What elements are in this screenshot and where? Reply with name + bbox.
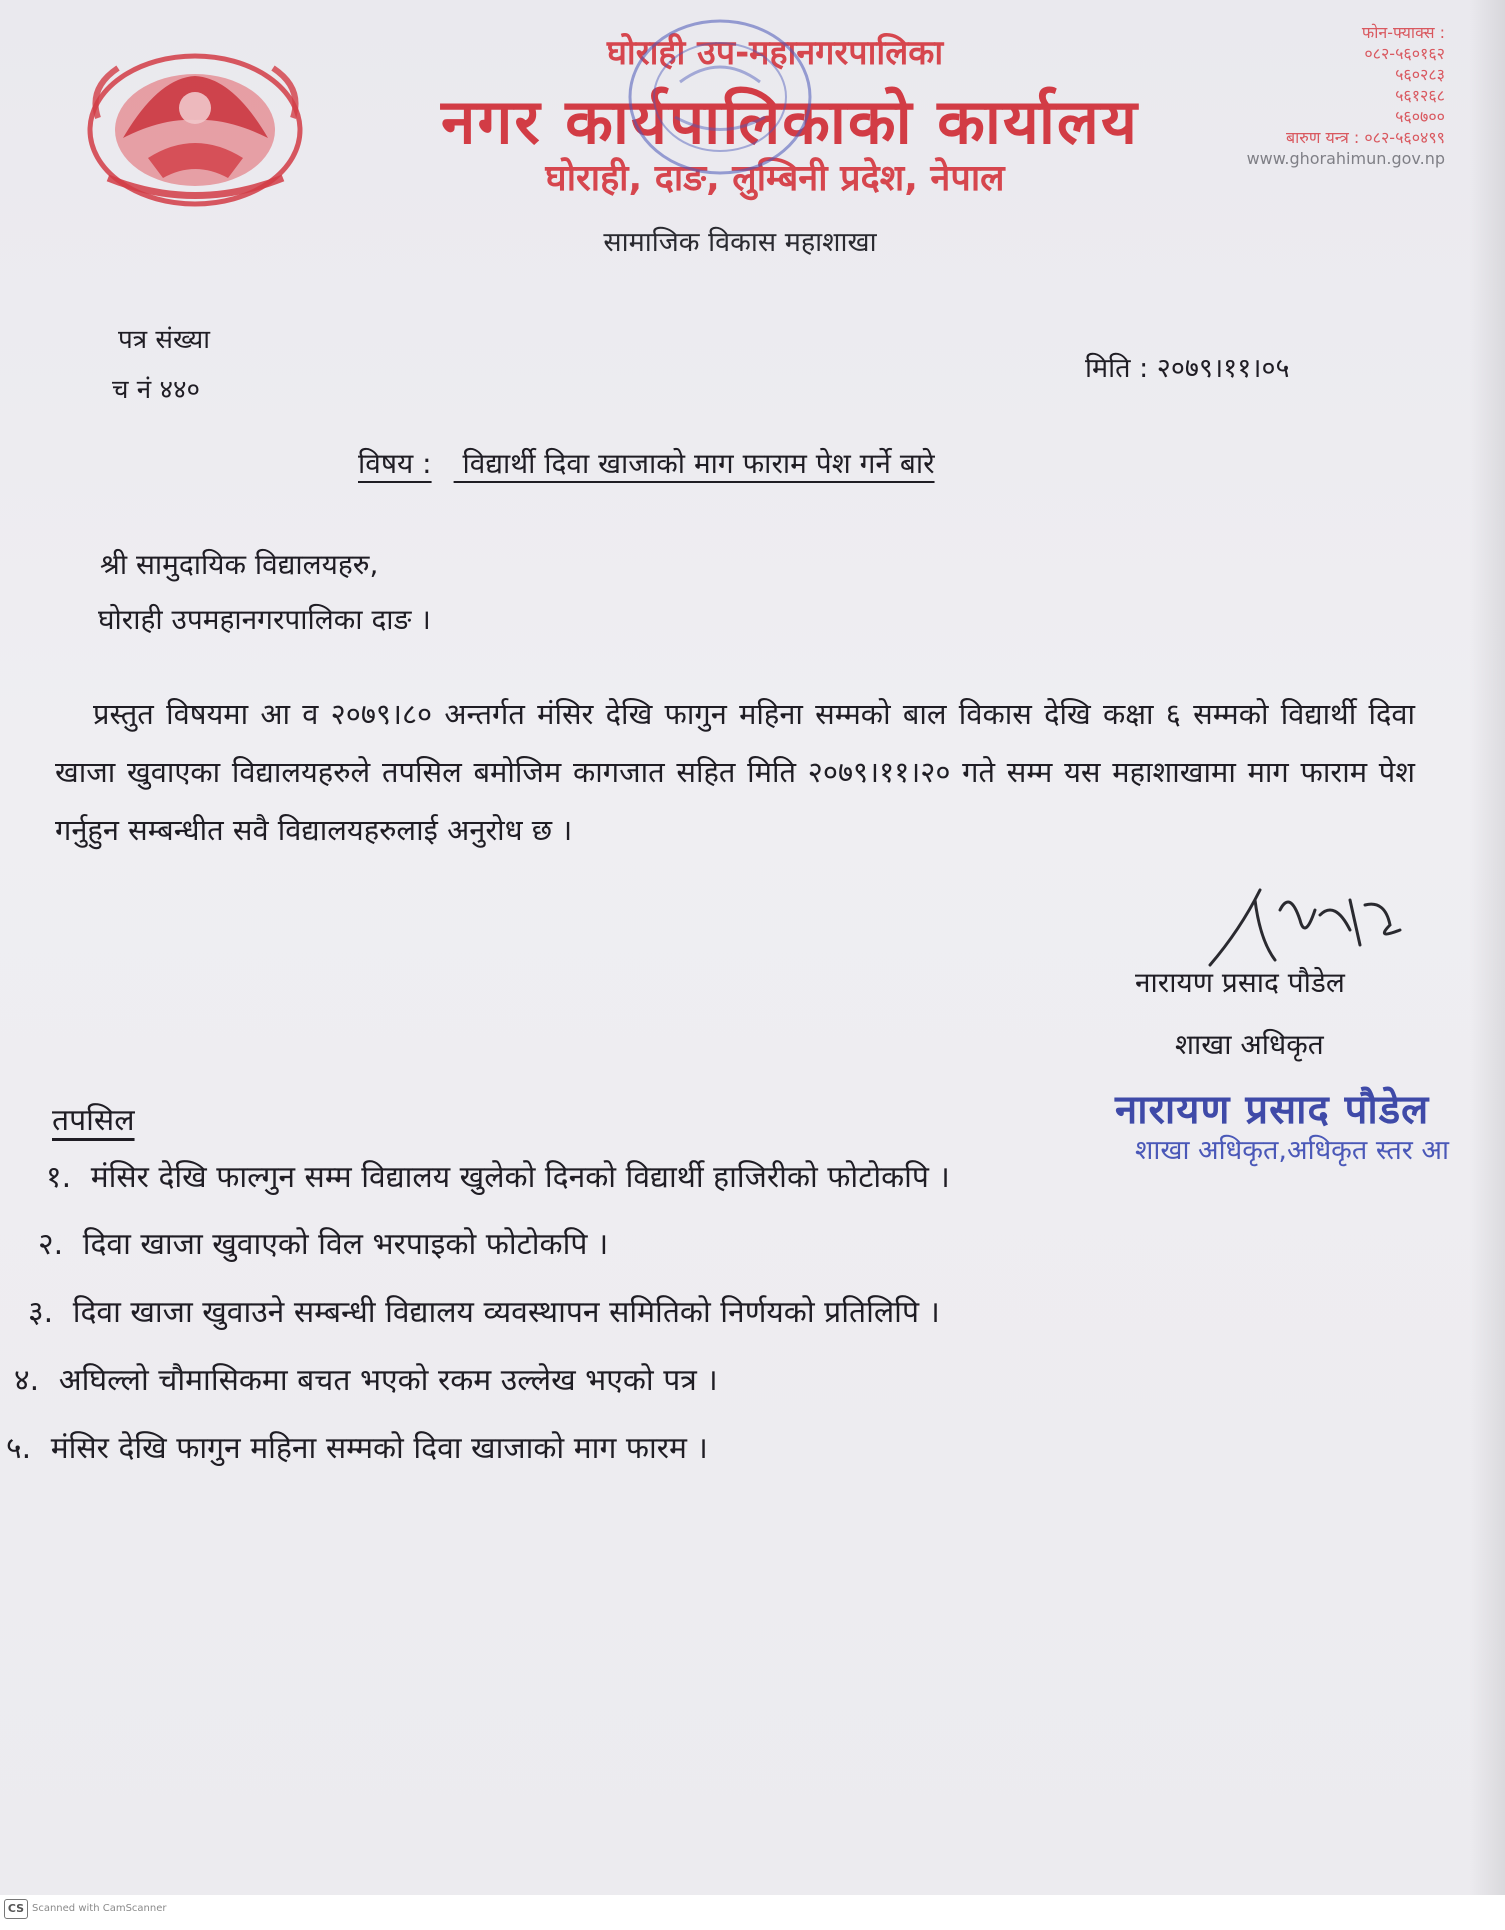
tapsil-heading: तपसिल: [52, 1103, 135, 1138]
signer-name: नारायण प्रसाद पौडेल: [1135, 966, 1345, 999]
paper-edge-shadow: [1469, 0, 1505, 1895]
recipient-line-2: घोराही उपमहानगरपालिका दाङ ।: [98, 603, 431, 636]
name-stamp: नारायण प्रसाद पौडेल: [1115, 1087, 1430, 1133]
item-text: अघिल्लो चौमासिकमा बचत भएको रकम उल्लेख भएको पत्र ।: [58, 1363, 718, 1398]
scanner-watermark-text: Scanned with CamScanner: [32, 1903, 167, 1914]
letter-body: प्रस्तुत विषयमा आ व २०७९।८० अन्तर्गत मंसिर देखि फागुन महिना सम्मको बाल विकास देखि कक्षा ६ सम्मको विद्यार्थी दिवा खाजा खुवाएका विद्यालयहरुले तपसिल बमोजिम कागजात सहित मिति २०७९।११।२० गते सम्म यस महाशाखामा माग फाराम पेश गर्नुहुन सम्बन्धीत सवै विद्यालयहरुलाई अनुरोध छ ।: [55, 697, 1415, 847]
recipient-line-1: श्री सामुदायिक विद्यालयहरु,: [100, 548, 379, 581]
scanner-footer: [0, 1895, 1505, 1930]
designation-stamp: शाखा अधिकृत,अधिकृत स्तर आ: [1135, 1135, 1449, 1166]
camscanner-logo-icon: CS: [4, 1899, 28, 1919]
phone-2: ५६०२८३: [1395, 65, 1445, 84]
letter-date: मिति : २०७९।११।०५: [1085, 353, 1290, 384]
reference-label: पत्र संख्या: [118, 325, 210, 355]
office-seal-stamp: [620, 12, 820, 182]
signer-title: शाखा अधिकृत: [1175, 1028, 1324, 1061]
tapsil-item: [6, 1426, 708, 1467]
subject-text: विद्यार्थी दिवा खाजाको माग फाराम पेश गर्ने बारे: [462, 447, 935, 480]
phone-3: ५६१२६८: [1395, 86, 1445, 105]
item-number: ३.: [28, 1295, 54, 1330]
item-text: मंसिर देखि फाल्गुन सम्म विद्यालय खुलेको दिनको विद्यार्थी हाजिरीको फोटोकपि ।: [90, 1160, 950, 1195]
website-link[interactable]: www.ghorahimun.gov.np: [1246, 149, 1445, 168]
municipality-name: घोराही उप-महानगरपालिका: [606, 33, 944, 73]
reference-number: च नं ४४०: [112, 375, 201, 405]
item-text: दिवा खाजा खुवाउने सम्बन्धी विद्यालय व्यवस्थापन समितिको निर्णयको प्रतिलिपि ।: [72, 1295, 940, 1330]
item-number: १.: [46, 1160, 72, 1195]
tapsil-item: [46, 1155, 950, 1196]
item-number: २.: [38, 1227, 64, 1262]
barun-yantra-number: बारुण यन्त्र : ०८२-५६०४९९: [1285, 128, 1445, 147]
tapsil-item: [28, 1290, 940, 1331]
phone-4: ५६०७००: [1395, 107, 1445, 126]
government-emblem-logo: [78, 48, 313, 208]
item-number: ४.: [14, 1363, 40, 1398]
tapsil-item: [14, 1358, 718, 1399]
item-text: दिवा खाजा खुवाएको विल भरपाइको फोटोकपि ।: [82, 1227, 609, 1262]
subject-label: विषय :: [358, 447, 432, 480]
contact-info: [1175, 22, 1445, 169]
office-address: घोराही, दाङ, लुम्बिनी प्रदेश, नेपाल: [545, 158, 1005, 199]
branch-name: सामाजिक विकास महाशाखा: [603, 227, 877, 258]
item-number: ५.: [6, 1431, 32, 1466]
office-title: नगर कार्यपालिकाको कार्यालय: [441, 85, 1139, 158]
contact-label: फोन-फ्याक्स :: [1361, 23, 1445, 42]
subject-line: [358, 444, 935, 482]
phone-1: ०८२-५६०१६२: [1364, 44, 1445, 63]
item-text: मंसिर देखि फागुन महिना सम्मको दिवा खाजाको माग फारम ।: [50, 1431, 708, 1466]
tapsil-item: [38, 1222, 608, 1263]
